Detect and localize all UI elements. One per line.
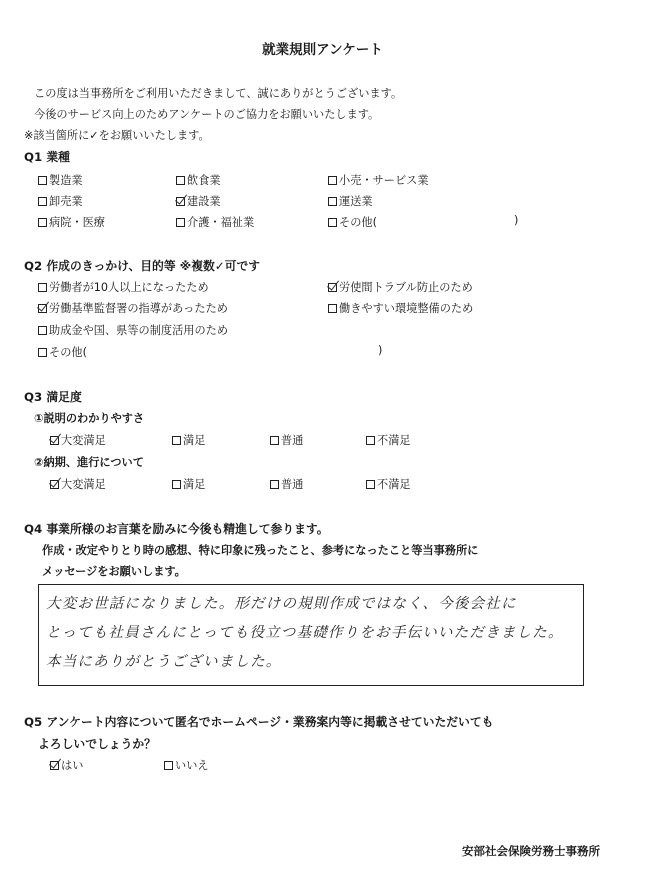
checkbox-icon[interactable] — [172, 480, 181, 489]
q1-option-transport[interactable]: 運送業 — [328, 193, 373, 209]
checkbox-icon[interactable] — [366, 436, 375, 445]
q3-sub2-satisfied[interactable]: 満足 — [172, 476, 205, 492]
q4-instruction-line-2: メッセージをお願いします。 — [42, 565, 186, 578]
checkbox-icon[interactable] — [328, 283, 337, 292]
intro-line-2: 今後のサービス向上のためアンケートのご協力をお願いいたします。 — [34, 108, 380, 121]
handwritten-line-1: 大変お世話になりました。形だけの規則作成ではなく、今後会社に — [46, 596, 517, 612]
q1-option-medical[interactable]: 病院・医療 — [38, 214, 105, 230]
q1-other-close-paren: ) — [514, 214, 519, 227]
page-title: 就業規則アンケート — [262, 42, 383, 58]
checkbox-icon[interactable] — [176, 218, 185, 227]
q3-sub1-label: ①説明のわかりやすさ — [34, 412, 145, 425]
q3-sub1-very-satisfied[interactable]: 大変満足 — [50, 432, 106, 448]
q2-heading: Q2 作成のきっかけ、目的等 ※複数✓可です — [24, 259, 261, 273]
q3-sub1-satisfied[interactable]: 満足 — [172, 432, 205, 448]
q4-heading: Q4 事業所様のお言葉を励みに今後も精進して参ります。 — [24, 522, 329, 536]
q1-option-wholesale[interactable]: 卸売業 — [38, 193, 83, 209]
q5-heading: Q5 アンケート内容について匿名でホームページ・業務案内等に掲載させていただいても — [24, 715, 494, 729]
q2-option-subsidy[interactable]: 助成金や国、県等の制度活用のため — [38, 322, 228, 338]
checkbox-icon[interactable] — [270, 480, 279, 489]
checkbox-icon[interactable] — [328, 218, 337, 227]
checkbox-icon[interactable] — [328, 197, 337, 206]
q2-option-work-environment[interactable]: 働きやすい環境整備のため — [328, 300, 473, 316]
q2-other-close-paren: ) — [378, 344, 383, 357]
q1-option-construction[interactable]: 建設業 — [176, 193, 221, 209]
checkbox-icon[interactable] — [38, 304, 47, 313]
q1-option-manufacturing[interactable]: 製造業 — [38, 172, 83, 188]
q1-option-other[interactable]: その他( — [328, 214, 377, 230]
q3-sub1-neutral[interactable]: 普通 — [270, 432, 303, 448]
checkbox-icon[interactable] — [38, 197, 47, 206]
checkbox-icon[interactable] — [38, 326, 47, 335]
q5-heading-line-2: よろしいでしょうか？ — [38, 737, 156, 751]
checkbox-icon[interactable] — [172, 436, 181, 445]
checkbox-icon[interactable] — [50, 761, 59, 770]
handwritten-line-3: 本当にありがとうございました。 — [46, 654, 282, 670]
q3-heading: Q3 満足度 — [24, 390, 82, 404]
handwritten-line-2: とっても社員さんにとっても役立つ基礎作りをお手伝いいただきました。 — [46, 625, 564, 641]
q2-option-ten-employees[interactable]: 労働者が10人以上になったため — [38, 279, 209, 295]
q3-sub2-very-satisfied[interactable]: 大変満足 — [50, 476, 106, 492]
q1-option-welfare[interactable]: 介護・福祉業 — [176, 214, 254, 230]
intro-note: ※該当箇所に✓をお願いいたします。 — [24, 129, 210, 142]
checkbox-icon[interactable] — [176, 197, 185, 206]
q5-option-yes[interactable]: はい — [50, 757, 83, 773]
checkbox-icon[interactable] — [270, 436, 279, 445]
checkbox-icon[interactable] — [38, 218, 47, 227]
checkbox-icon[interactable] — [50, 480, 59, 489]
checkbox-icon[interactable] — [366, 480, 375, 489]
q2-option-trouble-prevention[interactable]: 労使間トラブル防止のため — [328, 279, 473, 295]
checkbox-icon[interactable] — [328, 304, 337, 313]
checkbox-icon[interactable] — [38, 176, 47, 185]
intro-line-1: この度は当事務所をご利用いただきまして、誠にありがとうございます。 — [34, 87, 403, 100]
q3-sub1-unsatisfied[interactable]: 不満足 — [366, 432, 411, 448]
q3-sub2-unsatisfied[interactable]: 不満足 — [366, 476, 411, 492]
checkbox-icon[interactable] — [38, 283, 47, 292]
checkbox-icon[interactable] — [38, 348, 47, 357]
office-name: 安部社会保険労務士事務所 — [462, 844, 600, 858]
q1-heading: Q1 業種 — [24, 150, 70, 164]
q1-option-restaurant[interactable]: 飲食業 — [176, 172, 221, 188]
q3-sub2-label: ②納期、進行について — [34, 456, 144, 469]
q2-option-other[interactable]: その他( — [38, 344, 87, 360]
q3-sub2-neutral[interactable]: 普通 — [270, 476, 303, 492]
q1-option-retail[interactable]: 小売・サービス業 — [328, 172, 429, 188]
checkbox-icon[interactable] — [164, 761, 173, 770]
q4-instruction-line-1: 作成・改定やりとり時の感想、特に印象に残ったこと、参考になったこと等当事務所に — [42, 544, 479, 557]
checkbox-icon[interactable] — [328, 176, 337, 185]
q2-option-labor-inspection[interactable]: 労働基準監督署の指導があったため — [38, 300, 228, 316]
checkbox-icon[interactable] — [50, 436, 59, 445]
q5-option-no[interactable]: いいえ — [164, 757, 209, 773]
checkbox-icon[interactable] — [176, 176, 185, 185]
